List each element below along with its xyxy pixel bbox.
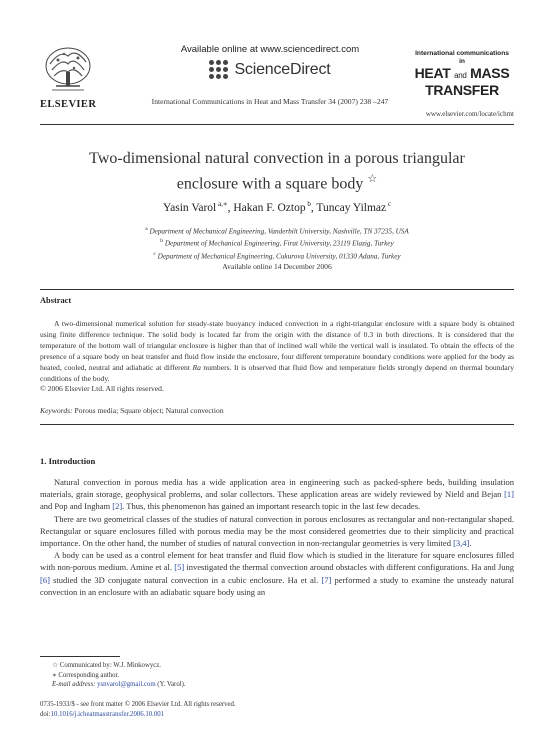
doi-line: doi:10.1016/j.icheatmasstransfer.2006.10.001 [40, 710, 165, 718]
author-affiliation-mark[interactable]: b [305, 200, 311, 208]
available-online-date: Available online 14 December 2006 [222, 262, 332, 271]
sciencedirect-dots-icon [209, 60, 228, 79]
journal-logo-top: International communications in [415, 50, 509, 65]
journal-citation: International Communications in Heat and Mass Transfer 34 (2007) 238 –247 [151, 97, 389, 106]
article-title: Two-dimensional natural convection in a porous triangular enclosure with a square body ☆ [89, 150, 465, 193]
sciencedirect-wordmark: ScienceDirect [234, 60, 331, 78]
footnote-email: E-mail address: ysnvarol@gmail.com (Y. Varol). [52, 681, 186, 689]
doi-link[interactable]: 10.1016/j.icheatmasstransfer.2006.10.001 [50, 710, 165, 718]
available-online-banner: Available online at www.sciencedirect.com [180, 44, 360, 55]
sciencedirect-banner [120, 44, 420, 106]
keywords-line [40, 406, 224, 415]
paragraph: A body can be used as a control element for heat transfer and fluid flow which is studied in the literature for square enclosures filled with non-porous medium. Amine et al. [5] investigated the thermal convection around obstacles with different configurations. Ha and Jung [6] studied the 3D conjugate natural convection in a cubic enclosure. Ha et al. [7] performed a study to examine the unsteady natural convection in an enclosure with an adiabatic square body using an [40, 550, 515, 597]
keywords-list: Porous media; Square object; Natural convection [72, 406, 224, 415]
abstract-body: A two-dimensional numerical solution for steady-state buoyancy induced convection in a right-triangular enclosure with a square body is obtained using finite difference technique. The solid body is located far from the origin with the distance of 0.3 in both directions. It is considered that the temperature of the bottom wall of triangular enclosure is higher than that of inclined wall while the vertical wall is insulated. To obtain the effects of the presence of a square body on heat transfer and fluid flow inside the enclosure, four different temperature boundary conditions were applied for the body as heated, cooled, neutral and adiabatic at different Ra numbers. It is observed that fluid flow and temperature fields strongly depend on thermal boundary conditions of the body. [40, 319, 514, 383]
header-divider [40, 124, 514, 125]
section-heading-introduction: 1. Introduction [40, 456, 96, 466]
journal-logo [414, 50, 510, 98]
affiliation-item: $^c$ Department of Mechanical Engineering, Cukurova University, 01330 Adana, Turkey [153, 250, 401, 261]
keywords-divider [40, 424, 514, 425]
abstract-heading: Abstract [40, 296, 72, 305]
elsevier-logo [40, 44, 96, 112]
title-footnote-mark[interactable]: ☆ [367, 173, 378, 185]
footnote-divider [40, 656, 120, 657]
page-header [0, 0, 544, 128]
paragraph: There are two geometrical classes of the studies of natural convection in porous enclosures as rectangular and non-rectangular shaped. Rectangular or square enclosures filled with porous media may be the most considered geometries due to their simplicity and practical importance. On the other hand, the number of studies of natural convection in non-rectangular geometries is very limited [3,4]. [40, 513, 514, 549]
footnotes [40, 661, 514, 690]
affiliation-item: $^a$ Department of Mechanical Engineering, Vanderbilt University, Nashville, TN 37235, USA [145, 226, 409, 236]
abstract-divider [40, 289, 514, 290]
journal-logo-transfer: TRANSFER [425, 82, 499, 98]
citation-link[interactable]: [5] [174, 562, 185, 573]
affiliation-list [40, 224, 514, 261]
author-name: Tuncay Yilmaz [316, 201, 387, 214]
citation-link[interactable]: [3,4] [453, 538, 470, 549]
author-affiliation-mark[interactable]: a,∗ [216, 200, 228, 208]
keywords-label: Keywords: [40, 406, 73, 415]
footnote-communicated: ☆ Communicated by: W.J. Minkowycz. [52, 662, 161, 669]
author-name: Hakan F. Oztop [233, 201, 306, 214]
author-affiliation-mark[interactable]: c [386, 200, 391, 208]
elsevier-tree-icon [40, 44, 96, 100]
author-name: Yasin Varol [162, 201, 217, 214]
elsevier-wordmark: ELSEVIER [40, 99, 97, 110]
email-link[interactable]: ysnvarol@gmail.com [97, 681, 156, 689]
abstract-copyright: © 2006 Elsevier Ltd. All rights reserved. [40, 384, 164, 393]
citation-link[interactable]: [7] [321, 574, 332, 585]
citation-link[interactable]: [1] [504, 489, 514, 500]
paragraph: Natural convection in porous media has a wide application area in engineering such as packed-sphere beds, building insulation materials, grain storage, geophysical problems, and solar collectors. These application areas are widely reviewed by Nield and Bejan [1] and Pop and Ingham [2]. Thus, this phenomenon has gained an important research topic in the last few decades. [40, 477, 514, 512]
journal-url-link[interactable]: www.elsevier.com/locate/ichmt [425, 110, 514, 118]
issn-line: 0735-1933/$ - see front matter © 2006 Elsevier Ltd. All rights reserved. [40, 701, 236, 708]
journal-logo-heat-mass: HEAT and MASS [414, 65, 510, 81]
sciencedirect-logo [120, 60, 420, 79]
footnote-corresponding: ∗ Corresponding author. [52, 671, 120, 679]
affiliation-item: $^b$ Department of Mechanical Engineering, Firat University, 23119 Elazig, Turkey [160, 238, 394, 248]
introduction-body [40, 476, 514, 598]
citation-link[interactable]: [2] [112, 501, 123, 512]
citation-link[interactable]: [6] [40, 574, 50, 585]
author-list: Yasin Varol $^{a,∗}$, Hakan F. Oztop $^b$, Tuncay Yilmaz $^c$ [162, 200, 391, 214]
publication-info [40, 700, 514, 719]
